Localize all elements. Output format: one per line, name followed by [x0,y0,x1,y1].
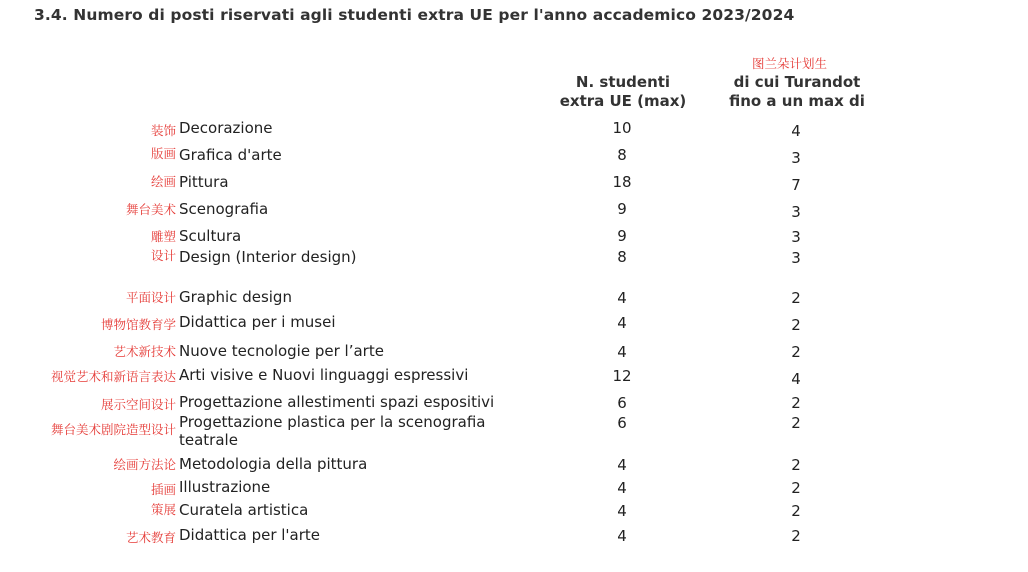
row-annotation: 雕塑 [150,229,176,244]
annotation-top: 图兰朵计划生 [752,56,828,71]
row-turandot-max: 3 [791,149,801,167]
row-max-students: 9 [617,200,627,218]
row-annotation: 策展 [150,502,176,517]
column-header-turandot-line1: di cui Turandot [733,73,861,91]
row-annotation: 舞台美术剧院造型设计 [50,422,176,437]
row-course-name: Scenografia [179,200,269,218]
row-max-students: 10 [612,119,632,137]
row-annotation: 版画 [150,146,176,161]
row-turandot-max: 3 [791,203,801,221]
row-max-students: 4 [617,479,627,497]
row-turandot-max: 2 [791,394,801,412]
row-turandot-max: 3 [791,228,801,246]
row-course-name: Progettazione allestimenti spazi espositivi [179,393,495,411]
row-max-students: 4 [617,456,627,474]
row-course-name: Scultura [179,227,242,245]
column-header-turandot-line2: fino a un max di [729,92,865,110]
row-course-name: Curatela artistica [179,501,309,519]
row-max-students: 4 [617,343,627,361]
row-course-name: Didattica per i musei [179,313,336,331]
row-course-name: Graphic design [179,288,292,306]
row-annotation: 插画 [150,482,176,497]
row-annotation: 艺术新技术 [113,344,176,359]
row-max-students: 4 [617,502,627,520]
row-max-students: 4 [617,527,627,545]
row-course-name: Nuove tecnologie per l’arte [179,342,384,360]
row-course-name: Design (Interior design) [179,248,357,266]
row-annotation: 绘画 [150,174,176,189]
row-annotation: 平面设计 [125,290,176,305]
row-course-name: Illustrazione [179,478,271,496]
row-course-name: Didattica per l'arte [179,526,321,544]
row-max-students: 4 [617,289,627,307]
row-turandot-max: 2 [791,414,801,432]
row-turandot-max: 2 [791,343,801,361]
row-turandot-max: 3 [791,249,801,267]
row-max-students: 18 [612,173,632,191]
row-annotation: 设计 [150,248,176,263]
row-course-name: Decorazione [179,119,273,137]
row-course-name: Progettazione plastica per la scenografia [179,413,486,431]
row-turandot-max: 4 [791,370,801,388]
row-course-name: Pittura [179,173,229,191]
row-turandot-max: 2 [791,316,801,334]
row-annotation: 视觉艺术和新语言表达 [50,369,176,384]
row-annotation: 舞台美术 [125,202,176,217]
row-max-students: 8 [617,248,627,266]
row-course-name: Metodologia della pittura [179,455,368,473]
row-turandot-max: 2 [791,456,801,474]
row-turandot-max: 7 [791,176,801,194]
row-max-students: 12 [612,367,632,385]
column-header-students-line2: extra UE (max) [559,92,687,110]
column-header-students-line1: N. studenti [575,73,671,91]
row-turandot-max: 2 [791,289,801,307]
row-turandot-max: 2 [791,502,801,520]
row-annotation: 博物馆教育学 [100,317,176,332]
row-annotation: 绘画方法论 [113,457,176,472]
row-turandot-max: 4 [791,122,801,140]
row-annotation: 装饰 [150,123,176,138]
row-max-students: 6 [617,394,627,412]
row-max-students: 8 [617,146,627,164]
row-max-students: 4 [617,314,627,332]
row-annotation: 展示空间设计 [100,397,176,412]
row-turandot-max: 2 [791,527,801,545]
row-turandot-max: 2 [791,479,801,497]
row-course-name: Grafica d'arte [179,146,282,164]
row-course-name-cont: teatrale [179,431,238,449]
column-header-turandot [717,73,877,111]
page-title: 3.4. Numero di posti riservati agli studenti extra UE per l'anno accademico 2023/2024 [34,6,795,24]
column-header-students [548,73,698,111]
row-max-students: 6 [617,414,627,432]
row-max-students: 9 [617,227,627,245]
row-course-name: Arti visive e Nuovi linguaggi espressivi [179,366,469,384]
row-annotation: 艺术教育 [125,530,176,545]
